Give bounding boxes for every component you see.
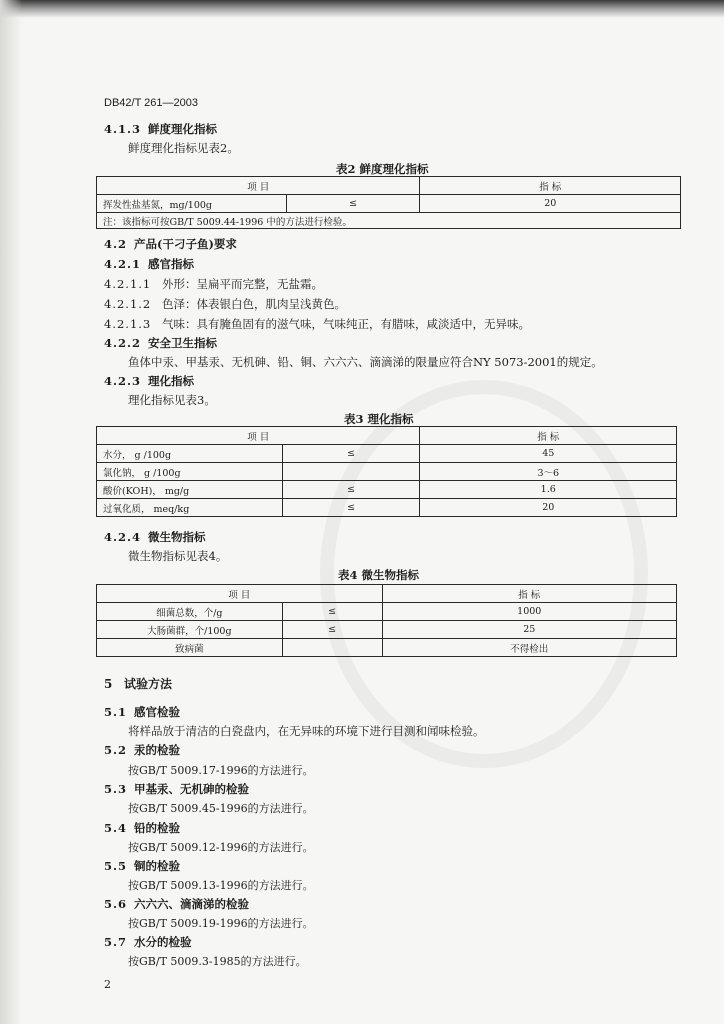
section-number: 4.2.1.3 — [104, 317, 152, 331]
table-note-row — [97, 213, 681, 229]
section-4-2-1-heading — [104, 256, 194, 272]
cell-value: 20 — [420, 195, 681, 213]
section-5-3-heading — [104, 781, 249, 797]
table-row — [97, 463, 677, 481]
section-title: 安全卫生指标 — [148, 336, 217, 350]
section-number: 4.2.3 — [104, 374, 142, 388]
table-header-row — [97, 177, 681, 195]
section-4-2-2-text: 鱼体中汞、甲基汞、无机砷、铅、铜、六六六、滴滴涕的限量应符合NY 5073-2001的规定。 — [128, 355, 603, 369]
section-4-2-2-heading — [104, 335, 217, 351]
section-number: 5 — [104, 677, 114, 691]
cell-op — [282, 639, 382, 657]
section-number: 4.2.1.1 — [104, 277, 152, 291]
section-text: 色泽：体表银白色，肌肉呈浅黄色。 — [162, 297, 346, 311]
section-5-7-heading — [104, 934, 192, 950]
section-5-1-text: 将样品放于清洁的白瓷盘内，在无异味的环境下进行目测和闻味检验。 — [128, 724, 485, 738]
section-number: 5.7 — [104, 935, 128, 949]
section-title: 产品(干刁子鱼)要求 — [134, 237, 237, 251]
cell-item: 细菌总数，个/g — [97, 603, 283, 621]
table4-caption: 表4 微生物指标 — [338, 568, 420, 582]
section-number: 5.1 — [104, 705, 128, 719]
section-number: 4.2.2 — [104, 336, 142, 350]
section-number: 4.2.4 — [104, 530, 142, 544]
doc-header-id: DB42/T 261—2003 — [104, 97, 198, 109]
section-4-2-1-1 — [104, 276, 323, 292]
section-number: 4.1.3 — [104, 122, 142, 136]
cell-op — [282, 463, 420, 481]
section-5-3-text: 按GB/T 5009.45-1996的方法进行。 — [128, 802, 314, 815]
header-value: 指 标 — [382, 585, 676, 603]
section-title: 鲜度理化指标 — [148, 122, 217, 136]
section-title: 试验方法 — [124, 677, 173, 691]
section-4-2-heading — [104, 236, 237, 252]
table-row — [97, 621, 677, 639]
table-row — [97, 445, 677, 463]
section-title: 铜的检验 — [134, 859, 180, 873]
section-number: 4.2.1 — [104, 257, 142, 271]
cell-value: 不得检出 — [382, 639, 676, 657]
cell-op: ≤ — [282, 621, 382, 639]
section-title: 感官检验 — [134, 705, 180, 719]
section-4-1-3-heading — [104, 121, 217, 137]
table-row — [97, 499, 677, 517]
section-title: 感官指标 — [148, 257, 194, 271]
section-title: 甲基汞、无机砷的检验 — [134, 782, 249, 796]
section-title: 水分的检验 — [134, 935, 192, 949]
section-4-1-3-text: 鲜度理化指标见表2。 — [128, 141, 239, 155]
cell-value: 1000 — [382, 603, 676, 621]
table3 — [96, 426, 677, 517]
section-4-2-3-heading — [104, 373, 194, 389]
cell-item: 过氧化质， meq/kg — [97, 499, 283, 517]
section-number: 4.2.1.2 — [104, 297, 152, 311]
section-title: 理化指标 — [148, 374, 194, 388]
section-title: 汞的检验 — [134, 743, 180, 757]
cell-op: ≤ — [282, 499, 420, 517]
section-text: 外形：呈扁平而完整，无盐霜。 — [162, 277, 323, 291]
header-value: 指 标 — [420, 177, 681, 195]
cell-op: ≤ — [282, 603, 382, 621]
cell-item: 酸价(KOH)， mg/g — [97, 481, 283, 499]
section-4-2-3-text: 理化指标见表3。 — [128, 393, 216, 407]
table-row — [97, 639, 677, 657]
table-row — [97, 481, 677, 499]
cell-item: 水分， g /100g — [97, 445, 283, 463]
section-5-4-text: 按GB/T 5009.12-1996的方法进行。 — [128, 841, 314, 854]
section-number: 5.5 — [104, 859, 128, 873]
table2-caption: 表2 鲜度理化指标 — [336, 162, 429, 176]
section-5-2-text: 按GB/T 5009.17-1996的方法进行。 — [128, 764, 314, 777]
section-text: 气味：具有腌鱼固有的滋气味，气味纯正，有腊味，咸淡适中，无异味。 — [162, 317, 530, 331]
section-5-4-heading — [104, 820, 180, 836]
cell-value: 20 — [420, 499, 677, 517]
section-5-6-heading — [104, 896, 249, 912]
header-item: 项 目 — [97, 427, 420, 445]
section-number: 5.3 — [104, 782, 128, 796]
header-value: 指 标 — [420, 427, 677, 445]
cell-op: ≤ — [282, 445, 420, 463]
table-header-row — [97, 585, 677, 603]
cell-op: ≤ — [286, 195, 420, 213]
cell-item: 大肠菌群，个/100g — [97, 621, 283, 639]
section-5-heading — [104, 675, 172, 692]
section-number: 5.6 — [104, 897, 128, 911]
section-number: 4.2 — [104, 237, 128, 251]
section-4-2-4-text: 微生物指标见表4。 — [128, 549, 228, 563]
section-5-5-text: 按GB/T 5009.13-1996的方法进行。 — [128, 879, 314, 892]
cell-op: ≤ — [282, 481, 420, 499]
header-item: 项 目 — [97, 177, 420, 195]
header-item: 项 目 — [97, 585, 383, 603]
cell-value: 25 — [382, 621, 676, 639]
page-number: 2 — [104, 978, 111, 991]
section-5-5-heading — [104, 858, 180, 874]
section-title: 微生物指标 — [148, 530, 206, 544]
table2 — [96, 176, 681, 229]
table3-caption: 表3 理化指标 — [344, 412, 414, 426]
cell-value: 1.6 — [420, 481, 677, 499]
section-title: 铅的检验 — [134, 821, 180, 835]
cell-item: 氯化钠， g /100g — [97, 463, 283, 481]
table-row — [97, 195, 681, 213]
section-5-7-text: 按GB/T 5009.3-1985的方法进行。 — [128, 955, 307, 968]
cell-item: 挥发性盐基氮，mg/100g — [97, 195, 287, 213]
cell-item: 致病菌 — [97, 639, 283, 657]
section-number: 5.2 — [104, 743, 128, 757]
cell-value: 45 — [420, 445, 677, 463]
section-4-2-4-heading — [104, 529, 206, 545]
section-title: 六六六、滴滴涕的检验 — [134, 897, 249, 911]
table2-note: 注：该指标可按GB/T 5009.44-1996 中的方法进行检验。 — [97, 213, 681, 229]
section-4-2-1-3 — [104, 316, 530, 332]
section-number: 5.4 — [104, 821, 128, 835]
section-4-2-1-2 — [104, 296, 346, 312]
section-5-2-heading — [104, 742, 180, 758]
table-row — [97, 603, 677, 621]
cell-value: 3～6 — [420, 463, 677, 481]
section-5-1-heading — [104, 704, 180, 720]
section-5-6-text: 按GB/T 5009.19-1996的方法进行。 — [128, 917, 314, 930]
table4 — [96, 584, 677, 657]
table-header-row — [97, 427, 677, 445]
